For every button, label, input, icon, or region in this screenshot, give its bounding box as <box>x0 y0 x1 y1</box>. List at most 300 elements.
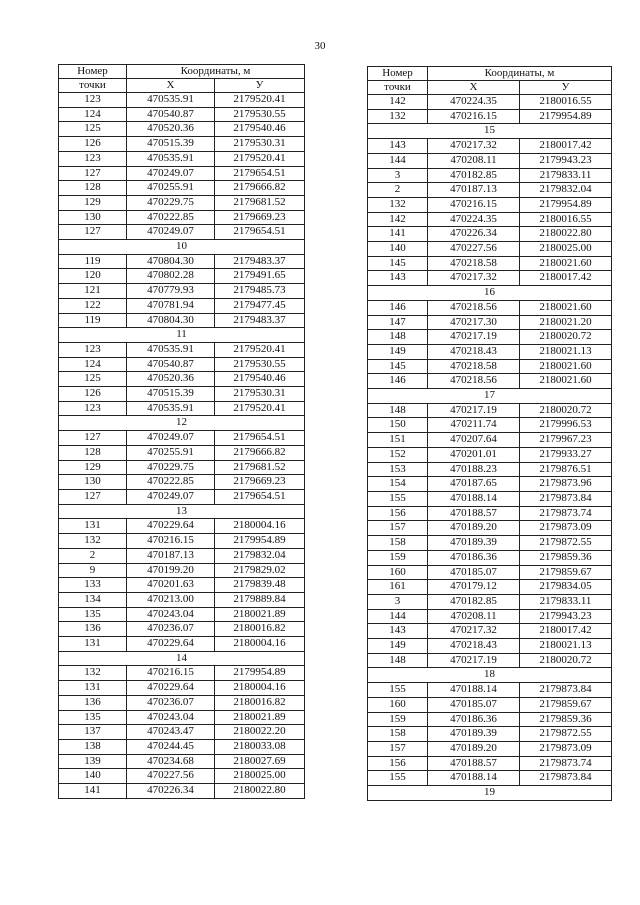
table-row <box>59 725 305 740</box>
y-coordinate-cell: 2179666.82 <box>215 445 305 460</box>
point-number-cell: 132 <box>59 666 127 681</box>
y-coordinate-cell: 2180027.69 <box>215 754 305 769</box>
point-number-cell: 149 <box>368 639 428 654</box>
contour-header-row <box>368 668 612 683</box>
y-coordinate-cell: 2179483.37 <box>215 313 305 328</box>
table-row <box>368 212 612 227</box>
x-coordinate-cell: 470540.87 <box>127 357 215 372</box>
x-coordinate-cell: 470188.23 <box>428 462 520 477</box>
point-number-cell: 160 <box>368 697 428 712</box>
y-coordinate-cell: 2179832.04 <box>215 548 305 563</box>
x-coordinate-cell: 470226.34 <box>428 227 520 242</box>
table-row <box>59 225 305 240</box>
point-number-cell: 121 <box>59 284 127 299</box>
table-row <box>59 681 305 696</box>
table-row <box>59 754 305 769</box>
x-coordinate-cell: 470802.28 <box>127 269 215 284</box>
point-number-header-2: точки <box>59 79 127 93</box>
y-coordinate-cell: 2180022.80 <box>215 784 305 799</box>
point-number-cell: 124 <box>59 107 127 122</box>
point-number-header: Номер <box>368 67 428 81</box>
point-number-cell: 159 <box>368 550 428 565</box>
x-coordinate-cell: 470222.85 <box>127 210 215 225</box>
point-number-cell: 156 <box>368 756 428 771</box>
y-coordinate-cell: 2179954.89 <box>520 197 612 212</box>
table-row <box>368 462 612 477</box>
table-row <box>59 342 305 357</box>
x-coordinate-cell: 470535.91 <box>127 342 215 357</box>
table-row <box>368 741 612 756</box>
table-row <box>59 622 305 637</box>
x-coordinate-cell: 470185.07 <box>428 565 520 580</box>
table-row <box>368 609 612 624</box>
table-row <box>368 153 612 168</box>
point-number-cell: 134 <box>59 592 127 607</box>
table-row <box>368 418 612 433</box>
table-row <box>59 489 305 504</box>
y-coordinate-cell: 2180017.42 <box>520 139 612 154</box>
x-coordinate-cell: 470187.13 <box>428 183 520 198</box>
table-row <box>59 710 305 725</box>
y-coordinate-cell: 2179873.74 <box>520 756 612 771</box>
point-number-cell: 127 <box>59 489 127 504</box>
x-coordinate-cell: 470229.75 <box>127 460 215 475</box>
coordinates-table-left <box>58 64 305 799</box>
x-coordinate-cell: 470535.91 <box>127 151 215 166</box>
table-row <box>368 359 612 374</box>
point-number-cell: 144 <box>368 153 428 168</box>
y-coordinate-cell: 2180021.89 <box>215 710 305 725</box>
coordinates-header: Координаты, м <box>127 65 305 79</box>
y-coordinate-cell: 2179520.41 <box>215 93 305 108</box>
point-number-cell: 124 <box>59 357 127 372</box>
x-header: Х <box>428 81 520 95</box>
point-number-cell: 152 <box>368 447 428 462</box>
table-row <box>59 784 305 799</box>
point-number-cell: 157 <box>368 741 428 756</box>
x-coordinate-cell: 470229.64 <box>127 681 215 696</box>
x-coordinate-cell: 470186.36 <box>428 550 520 565</box>
x-coordinate-cell: 470201.63 <box>127 578 215 593</box>
y-coordinate-cell: 2179491.65 <box>215 269 305 284</box>
y-coordinate-cell: 2180004.16 <box>215 637 305 652</box>
x-coordinate-cell: 470229.64 <box>127 637 215 652</box>
y-coordinate-cell: 2179530.31 <box>215 387 305 402</box>
y-header: У <box>520 81 612 95</box>
point-number-cell: 131 <box>59 519 127 534</box>
point-number-cell: 123 <box>59 342 127 357</box>
table-row <box>59 151 305 166</box>
point-number-cell: 127 <box>59 431 127 446</box>
point-number-cell: 158 <box>368 727 428 742</box>
y-coordinate-cell: 2180021.13 <box>520 344 612 359</box>
x-coordinate-cell: 470188.57 <box>428 506 520 521</box>
x-coordinate-cell: 470229.64 <box>127 519 215 534</box>
point-number-cell: 122 <box>59 298 127 313</box>
y-coordinate-cell: 2179530.31 <box>215 137 305 152</box>
point-number-cell: 148 <box>368 403 428 418</box>
x-coordinate-cell: 470255.91 <box>127 445 215 460</box>
table-row <box>368 756 612 771</box>
point-number-cell: 144 <box>368 609 428 624</box>
y-coordinate-cell: 2179859.67 <box>520 565 612 580</box>
table-row <box>368 565 612 580</box>
x-coordinate-cell: 470540.87 <box>127 107 215 122</box>
point-number-cell: 123 <box>59 93 127 108</box>
x-coordinate-cell: 470218.43 <box>428 639 520 654</box>
point-number-cell: 127 <box>59 166 127 181</box>
y-coordinate-cell: 2179833.11 <box>520 594 612 609</box>
x-coordinate-cell: 470535.91 <box>127 401 215 416</box>
table-row <box>59 739 305 754</box>
y-coordinate-cell: 2179872.55 <box>520 536 612 551</box>
point-number-cell: 155 <box>368 683 428 698</box>
x-coordinate-cell: 470188.14 <box>428 683 520 698</box>
point-number-cell: 146 <box>368 374 428 389</box>
table-row <box>59 93 305 108</box>
x-coordinate-cell: 470182.85 <box>428 594 520 609</box>
table-row <box>368 256 612 271</box>
y-coordinate-cell: 2179520.41 <box>215 151 305 166</box>
point-number-cell: 126 <box>59 137 127 152</box>
y-coordinate-cell: 2179873.09 <box>520 741 612 756</box>
point-number-cell: 136 <box>59 695 127 710</box>
contour-number: 13 <box>59 504 305 519</box>
x-coordinate-cell: 470234.68 <box>127 754 215 769</box>
x-coordinate-cell: 470243.04 <box>127 710 215 725</box>
point-number-cell: 123 <box>59 151 127 166</box>
point-number-cell: 131 <box>59 637 127 652</box>
x-header: Х <box>127 79 215 93</box>
y-coordinate-cell: 2180017.42 <box>520 624 612 639</box>
table-row <box>59 195 305 210</box>
y-coordinate-cell: 2179889.84 <box>215 592 305 607</box>
point-number-cell: 156 <box>368 506 428 521</box>
table-row <box>59 695 305 710</box>
y-coordinate-cell: 2180021.89 <box>215 607 305 622</box>
y-coordinate-cell: 2180033.08 <box>215 739 305 754</box>
y-coordinate-cell: 2180016.55 <box>520 212 612 227</box>
y-coordinate-cell: 2179967.23 <box>520 433 612 448</box>
x-coordinate-cell: 470779.93 <box>127 284 215 299</box>
x-coordinate-cell: 470189.20 <box>428 521 520 536</box>
table-row <box>368 183 612 198</box>
table-row <box>59 445 305 460</box>
x-coordinate-cell: 470187.13 <box>127 548 215 563</box>
point-number-cell: 155 <box>368 491 428 506</box>
table-row <box>59 107 305 122</box>
point-number-cell: 125 <box>59 372 127 387</box>
point-number-cell: 127 <box>59 225 127 240</box>
x-coordinate-cell: 470224.35 <box>428 95 520 110</box>
x-coordinate-cell: 470249.07 <box>127 431 215 446</box>
x-coordinate-cell: 470243.04 <box>127 607 215 622</box>
y-coordinate-cell: 2179483.37 <box>215 254 305 269</box>
point-number-cell: 2 <box>59 548 127 563</box>
table-row <box>59 372 305 387</box>
x-coordinate-cell: 470199.20 <box>127 563 215 578</box>
contour-number: 17 <box>368 389 612 404</box>
point-number-cell: 145 <box>368 359 428 374</box>
point-number-cell: 143 <box>368 624 428 639</box>
table-row <box>59 298 305 313</box>
x-coordinate-cell: 470520.36 <box>127 372 215 387</box>
x-coordinate-cell: 470189.39 <box>428 727 520 742</box>
y-coordinate-cell: 2179485.73 <box>215 284 305 299</box>
y-coordinate-cell: 2179530.55 <box>215 357 305 372</box>
y-coordinate-cell: 2179833.11 <box>520 168 612 183</box>
point-number-cell: 3 <box>368 168 428 183</box>
point-number-cell: 146 <box>368 300 428 315</box>
y-coordinate-cell: 2179530.55 <box>215 107 305 122</box>
x-coordinate-cell: 470520.36 <box>127 122 215 137</box>
table-row <box>368 624 612 639</box>
table-row <box>59 563 305 578</box>
point-number-cell: 131 <box>59 681 127 696</box>
table-row <box>368 403 612 418</box>
x-coordinate-cell: 470201.01 <box>428 447 520 462</box>
table-row <box>368 639 612 654</box>
y-coordinate-cell: 2180021.20 <box>520 315 612 330</box>
x-coordinate-cell: 470781.94 <box>127 298 215 313</box>
y-coordinate-cell: 2180020.72 <box>520 330 612 345</box>
table-row <box>59 181 305 196</box>
table-row <box>368 536 612 551</box>
point-number-cell: 129 <box>59 460 127 475</box>
x-coordinate-cell: 470218.58 <box>428 256 520 271</box>
contour-number: 12 <box>59 416 305 431</box>
point-number-cell: 140 <box>368 242 428 257</box>
table-row <box>59 548 305 563</box>
table-row <box>368 139 612 154</box>
table-row <box>368 197 612 212</box>
table-row <box>368 447 612 462</box>
y-coordinate-cell: 2179873.96 <box>520 477 612 492</box>
x-coordinate-cell: 470535.91 <box>127 93 215 108</box>
point-number-cell: 137 <box>59 725 127 740</box>
point-number-header: Номер <box>59 65 127 79</box>
y-coordinate-cell: 2179832.04 <box>520 183 612 198</box>
point-number-cell: 142 <box>368 212 428 227</box>
table-row <box>59 519 305 534</box>
y-coordinate-cell: 2179933.27 <box>520 447 612 462</box>
table-row <box>59 254 305 269</box>
x-coordinate-cell: 470249.07 <box>127 166 215 181</box>
x-coordinate-cell: 470217.19 <box>428 653 520 668</box>
point-number-cell: 143 <box>368 139 428 154</box>
table-row <box>368 506 612 521</box>
x-coordinate-cell: 470229.75 <box>127 195 215 210</box>
contour-number: 18 <box>368 668 612 683</box>
y-coordinate-cell: 2179669.23 <box>215 210 305 225</box>
point-number-cell: 132 <box>59 534 127 549</box>
table-row <box>368 550 612 565</box>
page-number: 30 <box>314 40 326 52</box>
table-row <box>368 477 612 492</box>
x-coordinate-cell: 470515.39 <box>127 387 215 402</box>
point-number-cell: 133 <box>59 578 127 593</box>
point-number-cell: 143 <box>368 271 428 286</box>
y-coordinate-cell: 2179943.23 <box>520 153 612 168</box>
table-row <box>368 168 612 183</box>
x-coordinate-cell: 470217.32 <box>428 271 520 286</box>
point-number-cell: 123 <box>59 401 127 416</box>
x-coordinate-cell: 470217.32 <box>428 139 520 154</box>
point-number-cell: 9 <box>59 563 127 578</box>
x-coordinate-cell: 470216.15 <box>428 197 520 212</box>
table-row <box>59 475 305 490</box>
point-number-cell: 145 <box>368 256 428 271</box>
point-number-cell: 135 <box>59 607 127 622</box>
table-row <box>368 683 612 698</box>
y-coordinate-cell: 2179654.51 <box>215 489 305 504</box>
y-coordinate-cell: 2180022.20 <box>215 725 305 740</box>
y-coordinate-cell: 2180016.82 <box>215 622 305 637</box>
y-coordinate-cell: 2179654.51 <box>215 166 305 181</box>
table-row <box>59 269 305 284</box>
x-coordinate-cell: 470216.15 <box>127 534 215 549</box>
table-row <box>368 653 612 668</box>
x-coordinate-cell: 470249.07 <box>127 225 215 240</box>
point-number-cell: 153 <box>368 462 428 477</box>
point-number-cell: 135 <box>59 710 127 725</box>
x-coordinate-cell: 470226.34 <box>127 784 215 799</box>
y-coordinate-cell: 2179873.84 <box>520 683 612 698</box>
coordinates-header: Координаты, м <box>428 67 612 81</box>
contour-header-row <box>368 124 612 139</box>
y-coordinate-cell: 2179859.67 <box>520 697 612 712</box>
x-coordinate-cell: 470208.11 <box>428 609 520 624</box>
coordinates-table-right <box>367 66 612 801</box>
point-number-cell: 148 <box>368 653 428 668</box>
x-coordinate-cell: 470804.30 <box>127 313 215 328</box>
point-number-cell: 129 <box>59 195 127 210</box>
y-coordinate-cell: 2179669.23 <box>215 475 305 490</box>
point-number-cell: 126 <box>59 387 127 402</box>
point-number-cell: 142 <box>368 95 428 110</box>
y-coordinate-cell: 2179654.51 <box>215 225 305 240</box>
x-coordinate-cell: 470236.07 <box>127 622 215 637</box>
x-coordinate-cell: 470243.47 <box>127 725 215 740</box>
point-number-cell: 160 <box>368 565 428 580</box>
table-row <box>59 122 305 137</box>
point-number-cell: 136 <box>59 622 127 637</box>
y-coordinate-cell: 2179839.48 <box>215 578 305 593</box>
y-coordinate-cell: 2179873.84 <box>520 491 612 506</box>
table-row <box>59 210 305 225</box>
table-row <box>59 313 305 328</box>
contour-header-row <box>368 786 612 801</box>
y-coordinate-cell: 2179834.05 <box>520 580 612 595</box>
table-row <box>368 330 612 345</box>
table-row <box>59 578 305 593</box>
table-row <box>368 300 612 315</box>
point-number-cell: 155 <box>368 771 428 786</box>
x-coordinate-cell: 470207.64 <box>428 433 520 448</box>
contour-header-row <box>59 504 305 519</box>
point-number-cell: 150 <box>368 418 428 433</box>
table-row <box>368 95 612 110</box>
y-coordinate-cell: 2180025.00 <box>215 769 305 784</box>
point-number-cell: 130 <box>59 210 127 225</box>
x-coordinate-cell: 470217.19 <box>428 330 520 345</box>
table-row <box>59 534 305 549</box>
table-row <box>59 137 305 152</box>
point-number-cell: 157 <box>368 521 428 536</box>
table-row <box>368 315 612 330</box>
point-number-cell: 3 <box>368 594 428 609</box>
table-row <box>59 284 305 299</box>
contour-header-row <box>368 389 612 404</box>
contour-number: 11 <box>59 328 305 343</box>
x-coordinate-cell: 470804.30 <box>127 254 215 269</box>
y-coordinate-cell: 2179859.36 <box>520 550 612 565</box>
x-coordinate-cell: 470216.15 <box>428 109 520 124</box>
x-coordinate-cell: 470244.45 <box>127 739 215 754</box>
point-number-cell: 161 <box>368 580 428 595</box>
x-coordinate-cell: 470218.58 <box>428 359 520 374</box>
y-coordinate-cell: 2179876.51 <box>520 462 612 477</box>
x-coordinate-cell: 470249.07 <box>127 489 215 504</box>
y-coordinate-cell: 2180021.60 <box>520 300 612 315</box>
contour-number: 15 <box>368 124 612 139</box>
x-coordinate-cell: 470189.20 <box>428 741 520 756</box>
table-row <box>59 431 305 446</box>
y-coordinate-cell: 2179873.84 <box>520 771 612 786</box>
table-row <box>59 166 305 181</box>
contour-header-row <box>368 286 612 301</box>
table-row <box>59 460 305 475</box>
y-coordinate-cell: 2179829.02 <box>215 563 305 578</box>
y-coordinate-cell: 2179954.89 <box>520 109 612 124</box>
point-number-cell: 119 <box>59 313 127 328</box>
y-coordinate-cell: 2179540.46 <box>215 372 305 387</box>
point-number-cell: 140 <box>59 769 127 784</box>
point-number-cell: 141 <box>368 227 428 242</box>
point-number-cell: 141 <box>59 784 127 799</box>
y-coordinate-cell: 2180004.16 <box>215 681 305 696</box>
y-coordinate-cell: 2180004.16 <box>215 519 305 534</box>
y-coordinate-cell: 2179996.53 <box>520 418 612 433</box>
table-row <box>368 521 612 536</box>
x-coordinate-cell: 470218.43 <box>428 344 520 359</box>
y-coordinate-cell: 2179954.89 <box>215 534 305 549</box>
x-coordinate-cell: 470179.12 <box>428 580 520 595</box>
y-coordinate-cell: 2180022.80 <box>520 227 612 242</box>
y-coordinate-cell: 2180017.42 <box>520 271 612 286</box>
x-coordinate-cell: 470213.00 <box>127 592 215 607</box>
table-row <box>59 401 305 416</box>
y-coordinate-cell: 2179666.82 <box>215 181 305 196</box>
y-coordinate-cell: 2180021.13 <box>520 639 612 654</box>
x-coordinate-cell: 470182.85 <box>428 168 520 183</box>
contour-number: 10 <box>59 240 305 255</box>
table-row <box>59 666 305 681</box>
table-row <box>368 109 612 124</box>
y-coordinate-cell: 2179520.41 <box>215 342 305 357</box>
table-row <box>368 712 612 727</box>
table-row <box>368 697 612 712</box>
x-coordinate-cell: 470188.14 <box>428 491 520 506</box>
y-coordinate-cell: 2180021.60 <box>520 359 612 374</box>
x-coordinate-cell: 470224.35 <box>428 212 520 227</box>
contour-header-row <box>59 240 305 255</box>
x-coordinate-cell: 470227.56 <box>127 769 215 784</box>
y-coordinate-cell: 2179873.74 <box>520 506 612 521</box>
table-row <box>368 271 612 286</box>
y-coordinate-cell: 2180021.60 <box>520 374 612 389</box>
table-row <box>368 374 612 389</box>
